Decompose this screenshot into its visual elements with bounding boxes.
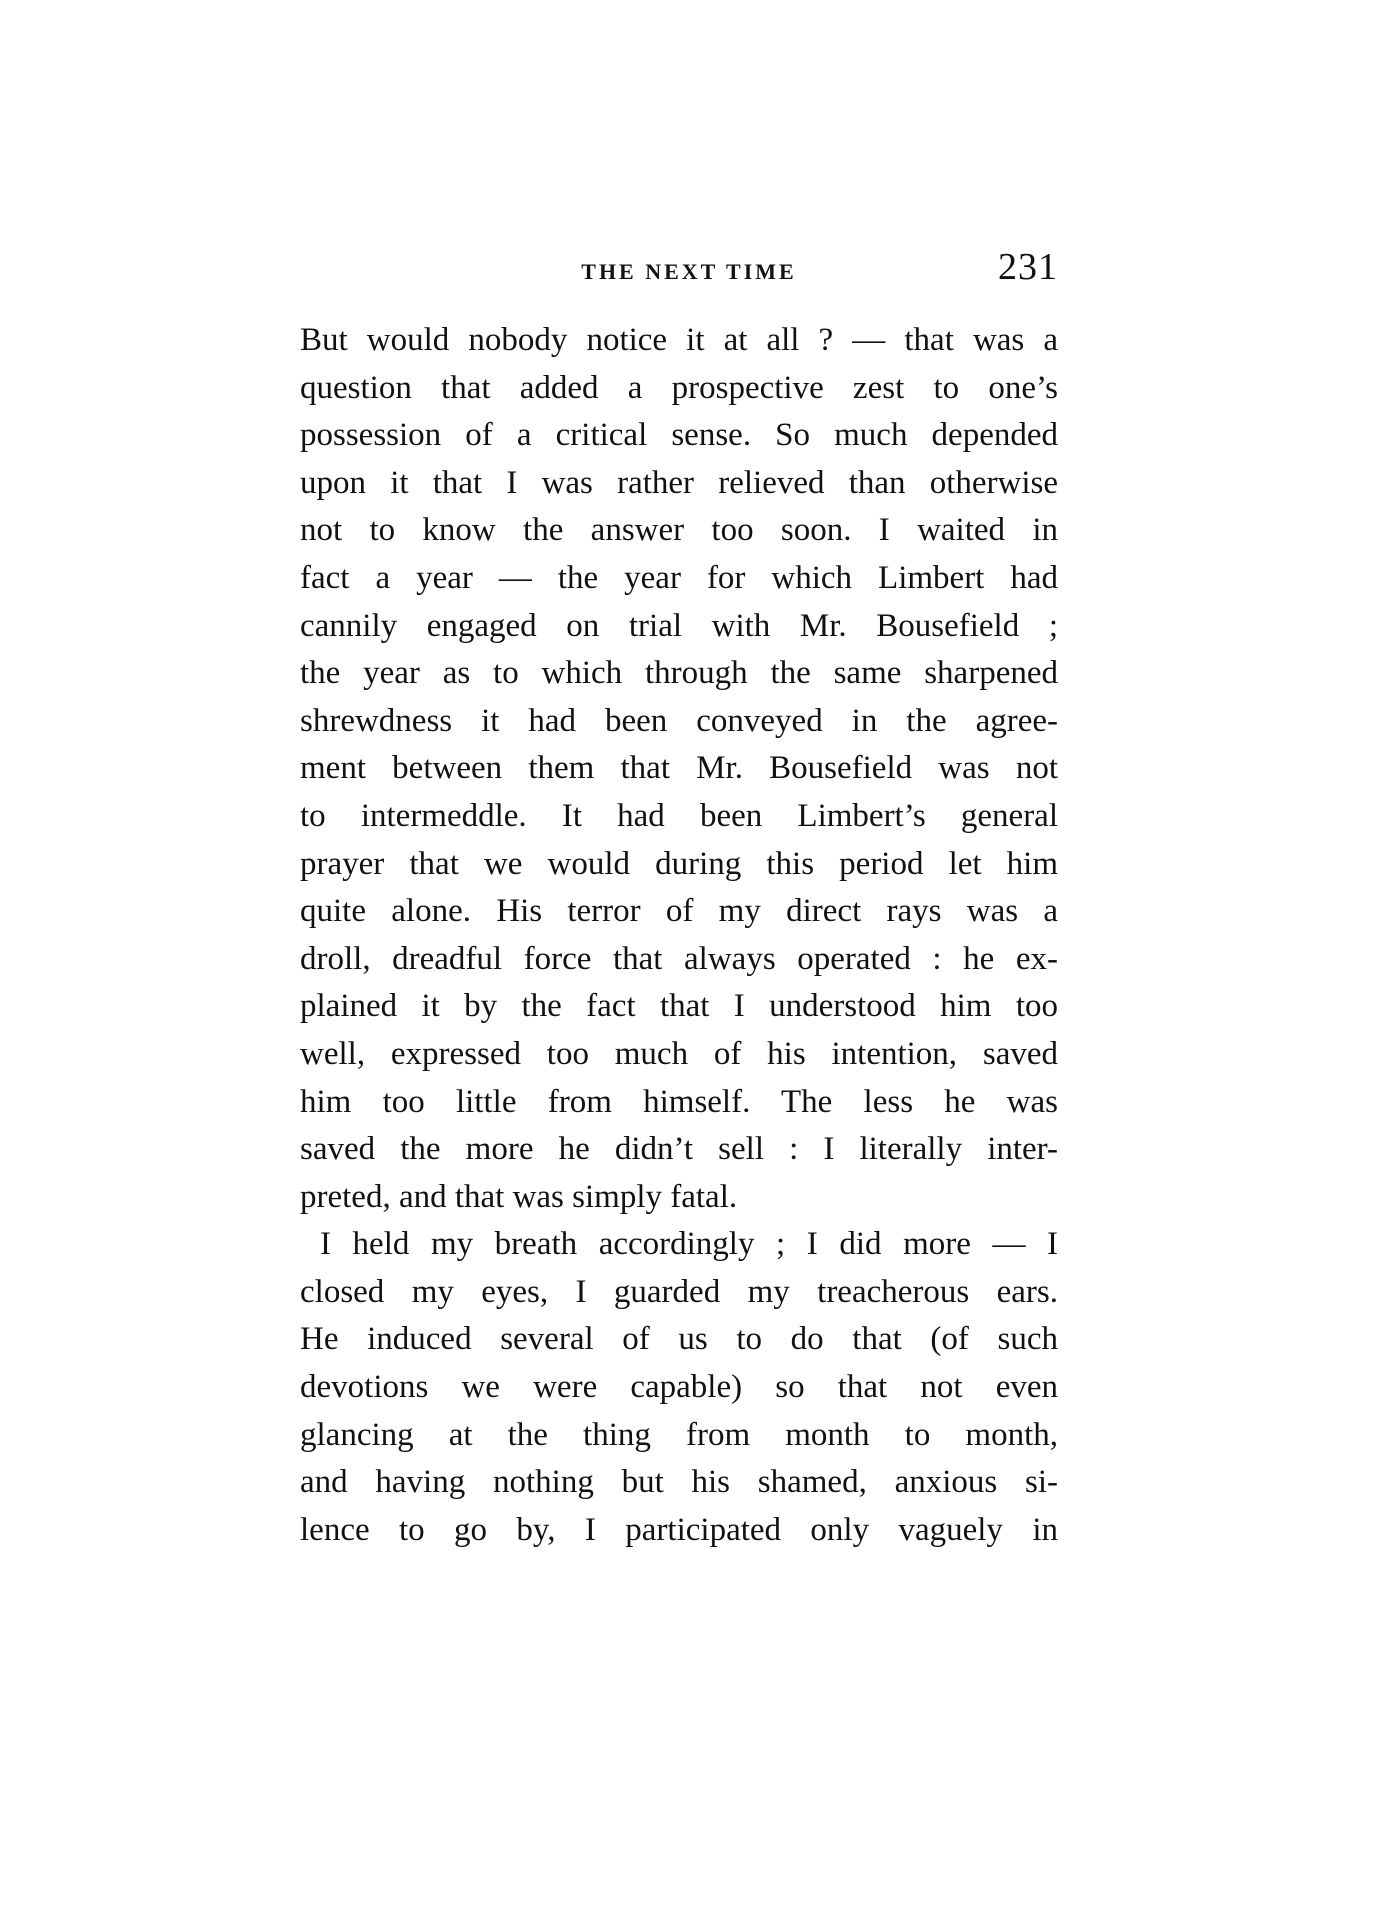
running-head — [300, 245, 1058, 295]
text-line: to intermeddle. It had been Limbert’s general — [300, 797, 1058, 834]
body-text — [300, 317, 1058, 1554]
text-line: shrewdness it had been conveyed in the agree- — [300, 702, 1058, 739]
paragraph-2 — [300, 1221, 1058, 1554]
text-line: droll, dreadful force that always operated : he ex- — [300, 940, 1058, 977]
text-line: He induced several of us to do that (of such — [300, 1321, 1058, 1358]
text-line: upon it that I was rather relieved than otherwise — [300, 464, 1058, 501]
text-line: possession of a critical sense. So much depended — [300, 417, 1058, 454]
text-line: well, expressed too much of his intention, saved — [300, 1035, 1058, 1072]
text-line: cannily engaged on trial with Mr. Bousefield ; — [300, 607, 1058, 644]
text-line: I held my breath accordingly ; I did more — I — [320, 1226, 1058, 1263]
text-line: closed my eyes, I guarded my treacherous ears. — [300, 1273, 1058, 1310]
text-line: fact a year — the year for which Limbert had — [300, 559, 1058, 596]
text-line: plained it by the fact that I understood him too — [300, 988, 1058, 1025]
paragraph-1 — [300, 317, 1058, 1221]
text-line: the year as to which through the same sharpened — [300, 655, 1058, 692]
text-line: question that added a prospective zest to one’s — [300, 369, 1058, 406]
text-line: devotions we were capable) so that not even — [300, 1369, 1058, 1406]
text-line: him too little from himself. The less he was — [300, 1083, 1058, 1120]
text-line: saved the more he didn’t sell : I literally inter- — [300, 1131, 1058, 1168]
text-line: glancing at the thing from month to month, — [300, 1416, 1058, 1453]
book-page — [300, 245, 1058, 1554]
text-line: ment between them that Mr. Bousefield was not — [300, 750, 1058, 787]
text-line: But would nobody notice it at all ? — that was a — [300, 322, 1058, 358]
page-number: 231 — [998, 246, 1058, 288]
text-line: quite alone. His terror of my direct rays was a — [300, 893, 1058, 930]
running-title: THE NEXT TIME — [581, 259, 797, 284]
text-line: prayer that we would during this period let him — [300, 845, 1058, 882]
text-line: lence to go by, I participated only vaguely in — [300, 1511, 1058, 1548]
text-line: and having nothing but his shamed, anxious si- — [300, 1464, 1058, 1501]
text-line: not to know the answer too soon. I waited in — [300, 512, 1058, 549]
text-line: preted, and that was simply fatal. — [300, 1178, 738, 1215]
